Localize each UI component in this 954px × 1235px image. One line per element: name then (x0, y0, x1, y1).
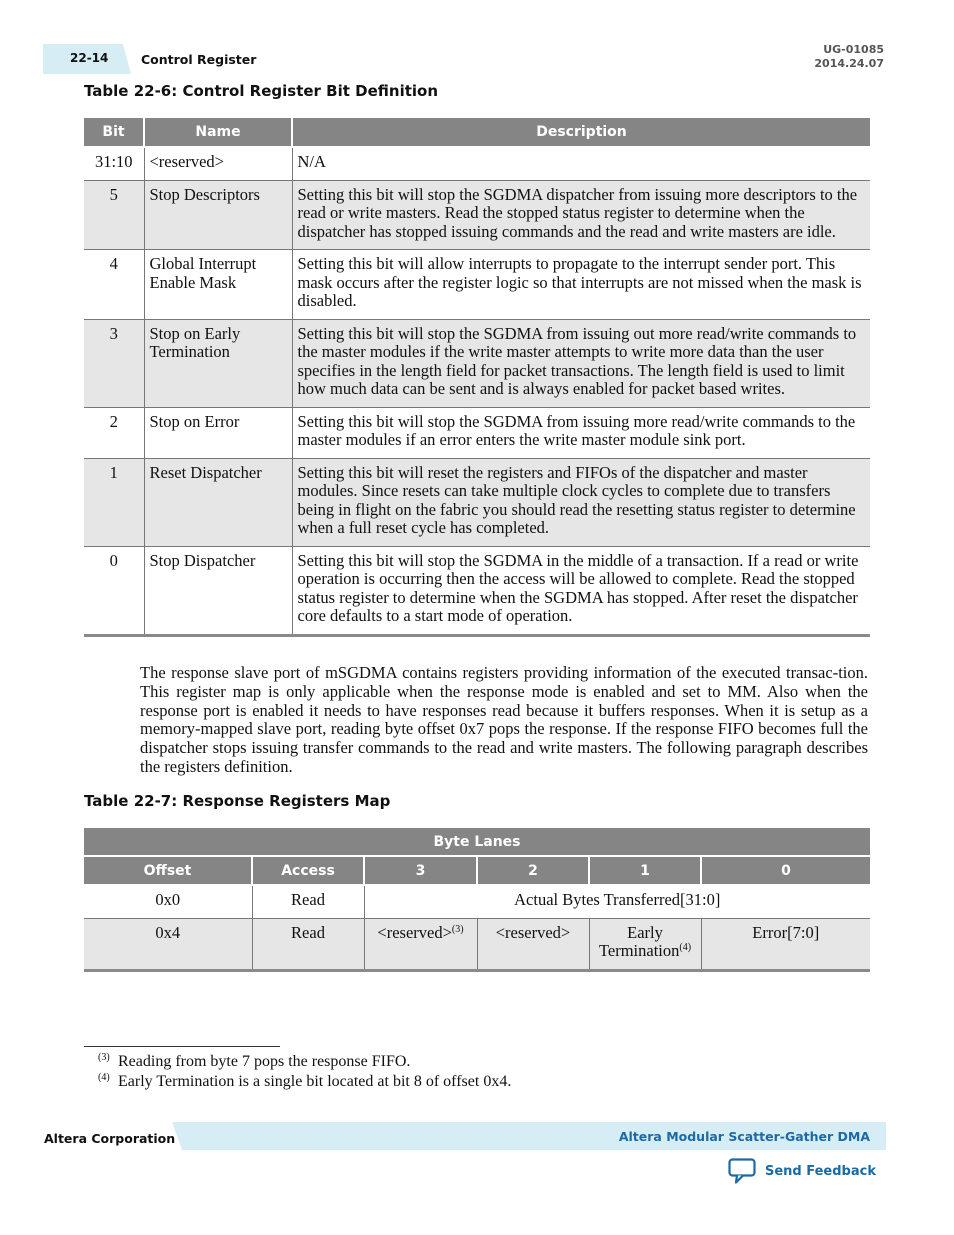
column-header: Access (252, 856, 364, 885)
column-header: 2 (477, 856, 589, 885)
description-cell: Setting this bit will stop the SGDMA in the middle of a transaction. If a read or write operation is occurring then the access will be allowed to complete. Read the stopped status register to determine when the SGDMA has stopped. After reset the dispatcher core defaults to a start mode of operation. (292, 546, 870, 635)
table-caption: Table 22-7: Response Registers Map (84, 792, 391, 810)
lane3-cell (364, 918, 477, 970)
lane1-line2 (595, 942, 696, 961)
document-title-link[interactable]: Altera Modular Scatter-Gather DMA (618, 1129, 870, 1144)
footnote-mark: (4) (98, 1072, 110, 1083)
table-row (84, 407, 870, 458)
doc-id: UG-01085 (823, 43, 884, 56)
company-name: Altera Corporation (44, 1131, 176, 1146)
footnote-rule (84, 1046, 280, 1047)
description-cell: N/A (292, 147, 870, 180)
table-row (84, 180, 870, 250)
response-registers-table (84, 828, 870, 972)
doc-date: 2014.24.07 (814, 57, 884, 70)
name-cell: Stop Descriptors (144, 180, 292, 250)
table-row (84, 319, 870, 407)
column-header: Description (292, 118, 870, 147)
control-register-table (84, 118, 870, 637)
bytes-transferred-cell: Actual Bytes Transferred[31:0] (364, 885, 870, 918)
bit-cell: 1 (84, 458, 144, 546)
lane1-value: Termination (598, 941, 680, 960)
column-header: Offset (84, 856, 252, 885)
bit-cell: 5 (84, 180, 144, 250)
description-cell: Setting this bit will stop the SGDMA dispatcher from issuing more descriptors to the read or write masters. Read the stopped status register to determine when the dispatcher has stopped issuing commands and the read and write masters are idle. (292, 180, 870, 250)
byte-lanes-header: Byte Lanes (84, 828, 870, 856)
bit-cell: 31:10 (84, 147, 144, 180)
speech-bubble-icon (728, 1158, 756, 1184)
table-caption: Table 22-6: Control Register Bit Definition (84, 82, 439, 100)
table-row (84, 546, 870, 635)
doc-id-block (814, 43, 884, 71)
lane0-cell: Error[7:0] (701, 918, 870, 970)
name-cell: Global Interrupt Enable Mask (144, 250, 292, 320)
body-paragraph: The response slave port of mSGDMA contains registers providing information of the executed transac-tion. This register map is only applicable when the response mode is enabled and set to MM. Also when the response port is enabled it needs to have responses read because it buffers responses. When it is setup as a memory-mapped slave port, reading byte offset 0x7 pops the response. If the response FIFO becomes full the dispatcher stops issuing transfer commands to the read and write masters. The following paragraph describes the registers definition. (140, 663, 868, 776)
footnote-text: Reading from byte 7 pops the response FIFO. (118, 1053, 411, 1070)
lane2-cell: <reserved> (477, 918, 589, 970)
table-row (84, 458, 870, 546)
table-row (84, 918, 870, 970)
name-cell: Stop Dispatcher (144, 546, 292, 635)
table-header-row (84, 856, 870, 885)
footnote-mark: (3) (98, 1052, 110, 1063)
page-number: 22-14 (70, 51, 109, 65)
description-cell: Setting this bit will reset the registers and FIFOs of the dispatcher and master modules. Since resets can take multiple clock cycles to complete due to transfers being in flight on the fabric you should read the resetting status register to determine when a full reset cycle has completed. (292, 458, 870, 546)
footnote-ref: (3) (451, 923, 464, 935)
footnote-ref: (4) (679, 942, 692, 953)
description-cell: Setting this bit will allow interrupts to propagate to the interrupt sender port. This mask occurs after the register logic so that interrupts are not missed when the mask is disabled. (292, 250, 870, 320)
column-header: Bit (84, 118, 144, 147)
lane3-value: <reserved> (377, 922, 452, 942)
table-group-header-row (84, 828, 870, 856)
description-cell: Setting this bit will stop the SGDMA from issuing more read/write commands to the master modules if an error enters the write master module sink port. (292, 407, 870, 458)
name-cell: <reserved> (144, 147, 292, 180)
bit-cell: 0 (84, 546, 144, 635)
section-title: Control Register (141, 52, 257, 67)
access-cell: Read (252, 918, 364, 970)
bit-cell: 3 (84, 319, 144, 407)
column-header: 3 (364, 856, 477, 885)
table-header-row (84, 118, 870, 147)
footnote-text: Early Termination is a single bit located at bit 8 of offset 0x4. (118, 1073, 512, 1090)
name-cell: Stop on Error (144, 407, 292, 458)
column-header: 1 (589, 856, 701, 885)
lane1-line1: Early (627, 922, 663, 942)
footnote (98, 1052, 410, 1071)
access-cell: Read (252, 885, 364, 918)
footnote (98, 1072, 511, 1091)
description-cell: Setting this bit will stop the SGDMA from issuing out more read/write commands to the master modules if the write master attempts to write more data than the user specifies in the length field for packet transactions. The length field is used to limit how much data can be sent and is always enabled for packet based writes. (292, 319, 870, 407)
column-header: 0 (701, 856, 870, 885)
lane1-cell (589, 918, 701, 970)
table-row (84, 250, 870, 320)
name-cell: Stop on Early Termination (144, 319, 292, 407)
send-feedback-button[interactable] (728, 1158, 876, 1184)
name-cell: Reset Dispatcher (144, 458, 292, 546)
bit-cell: 4 (84, 250, 144, 320)
send-feedback-label: Send Feedback (765, 1163, 876, 1179)
bit-cell: 2 (84, 407, 144, 458)
table-row (84, 147, 870, 180)
column-header: Name (144, 118, 292, 147)
table-row (84, 885, 870, 918)
offset-cell: 0x0 (84, 885, 252, 918)
offset-cell: 0x4 (84, 918, 252, 970)
